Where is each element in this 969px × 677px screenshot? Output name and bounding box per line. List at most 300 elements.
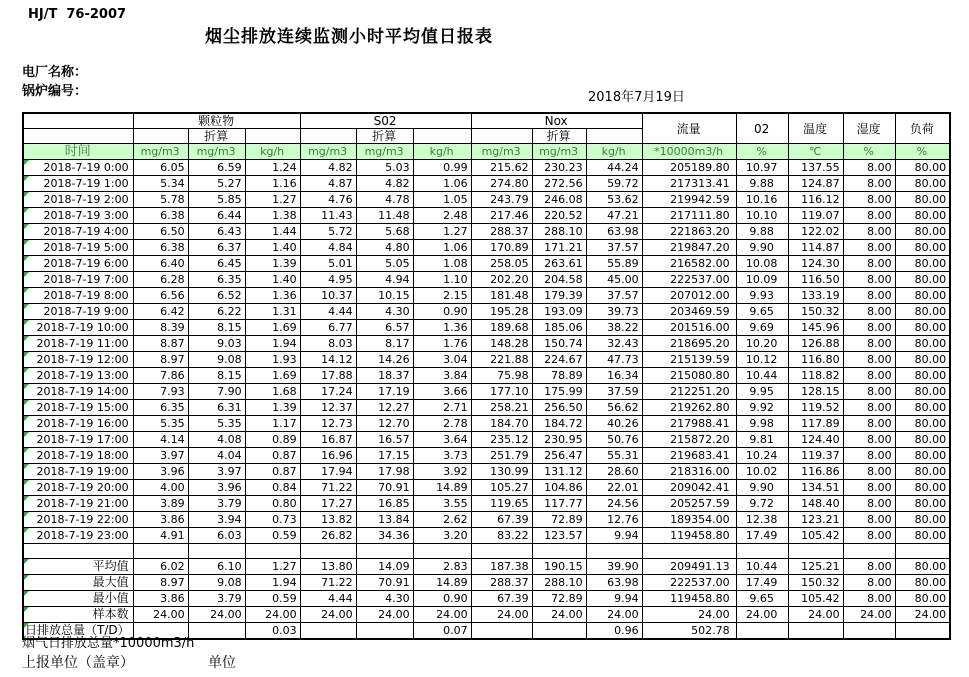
value-cell: 9.72 — [736, 496, 788, 512]
value-cell: 215872.20 — [642, 432, 736, 448]
time-cell: 2018-7-19 21:00 — [23, 496, 133, 512]
empty-subheader — [471, 129, 532, 144]
table-row — [23, 528, 950, 544]
col-humidity: 湿度 — [843, 113, 895, 144]
value-cell: 9.95 — [736, 384, 788, 400]
value-cell: 75.98 — [471, 368, 532, 384]
converted-subheader: 折算 — [532, 129, 586, 144]
value-cell: 6.56 — [133, 288, 188, 304]
value-cell: 3.89 — [133, 496, 188, 512]
value-cell — [532, 623, 586, 640]
value-cell: 16.96 — [300, 448, 356, 464]
value-cell: 2.83 — [413, 559, 471, 575]
value-cell: 5.78 — [133, 192, 188, 208]
spacer-cell — [245, 544, 300, 559]
value-cell: 8.15 — [188, 368, 245, 384]
value-cell: 67.39 — [471, 591, 532, 607]
value-cell: 6.38 — [133, 240, 188, 256]
value-cell: 4.91 — [133, 528, 188, 544]
value-cell: 1.36 — [245, 288, 300, 304]
value-cell: 218695.20 — [642, 336, 736, 352]
value-cell: 4.84 — [300, 240, 356, 256]
time-cell: 2018-7-19 8:00 — [23, 288, 133, 304]
value-cell: 12.76 — [586, 512, 642, 528]
value-cell: 4.87 — [300, 176, 356, 192]
value-cell: 8.39 — [133, 320, 188, 336]
value-cell: 8.00 — [843, 240, 895, 256]
value-cell: 217.46 — [471, 208, 532, 224]
value-cell: 10.02 — [736, 464, 788, 480]
value-cell: 131.12 — [532, 464, 586, 480]
value-cell: 6.59 — [188, 160, 245, 176]
value-cell: 10.09 — [736, 272, 788, 288]
value-cell: 0.99 — [413, 160, 471, 176]
value-cell: 212251.20 — [642, 384, 736, 400]
value-cell: 5.72 — [300, 224, 356, 240]
value-cell: 181.48 — [471, 288, 532, 304]
value-cell: 1.69 — [245, 368, 300, 384]
value-cell: 3.97 — [133, 448, 188, 464]
cell-corner-flag-icon — [24, 208, 29, 213]
value-cell: 1.27 — [245, 559, 300, 575]
value-cell: 217988.41 — [642, 416, 736, 432]
value-cell: 1.94 — [245, 336, 300, 352]
value-cell: 14.12 — [300, 352, 356, 368]
value-cell: 1.06 — [413, 176, 471, 192]
value-cell: 5.85 — [188, 192, 245, 208]
summary-label-cell: 平均值 — [23, 559, 133, 575]
value-cell: 1.76 — [413, 336, 471, 352]
table-row — [23, 368, 950, 384]
value-cell: 148.28 — [471, 336, 532, 352]
value-cell: 1.10 — [413, 272, 471, 288]
cell-corner-flag-icon — [24, 256, 29, 261]
value-cell: 4.30 — [356, 591, 413, 607]
time-cell: 2018-7-19 6:00 — [23, 256, 133, 272]
value-cell: 44.24 — [586, 160, 642, 176]
value-cell: 0.87 — [245, 448, 300, 464]
time-cell: 2018-7-19 2:00 — [23, 192, 133, 208]
value-cell: 63.98 — [586, 224, 642, 240]
unit-cell: % — [843, 144, 895, 160]
value-cell: 16.34 — [586, 368, 642, 384]
table-row — [23, 432, 950, 448]
value-cell: 288.10 — [532, 575, 586, 591]
cell-corner-flag-icon — [24, 176, 29, 181]
spacer-cell — [736, 544, 788, 559]
value-cell: 1.05 — [413, 192, 471, 208]
value-cell: 230.95 — [532, 432, 586, 448]
unit-cell: kg/h — [413, 144, 471, 160]
value-cell: 0.89 — [245, 432, 300, 448]
value-cell: 80.00 — [895, 591, 950, 607]
value-cell: 184.72 — [532, 416, 586, 432]
cell-corner-flag-icon — [24, 384, 29, 389]
spacer-cell — [788, 544, 843, 559]
cell-corner-flag-icon — [24, 304, 29, 309]
table-row — [23, 160, 950, 176]
value-cell: 114.87 — [788, 240, 843, 256]
value-cell: 1.69 — [245, 320, 300, 336]
value-cell: 8.00 — [843, 288, 895, 304]
spacer-cell — [188, 544, 245, 559]
time-cell: 2018-7-19 14:00 — [23, 384, 133, 400]
value-cell: 16.87 — [300, 432, 356, 448]
value-cell: 13.84 — [356, 512, 413, 528]
value-cell: 105.42 — [788, 528, 843, 544]
value-cell: 221863.20 — [642, 224, 736, 240]
unit-cell: mg/m3 — [133, 144, 188, 160]
unit-cell: mg/m3 — [356, 144, 413, 160]
time-cell: 2018-7-19 16:00 — [23, 416, 133, 432]
value-cell: 177.10 — [471, 384, 532, 400]
value-cell: 5.68 — [356, 224, 413, 240]
unit-cell: kg/h — [245, 144, 300, 160]
value-cell: 7.90 — [188, 384, 245, 400]
value-cell: 13.82 — [300, 512, 356, 528]
value-cell: 9.65 — [736, 304, 788, 320]
value-cell: 24.00 — [471, 607, 532, 623]
converted-subheader: 折算 — [188, 129, 245, 144]
value-cell: 189.68 — [471, 320, 532, 336]
value-cell: 3.66 — [413, 384, 471, 400]
value-cell: 193.09 — [532, 304, 586, 320]
value-cell: 10.15 — [356, 288, 413, 304]
value-cell: 207012.00 — [642, 288, 736, 304]
value-cell: 56.62 — [586, 400, 642, 416]
value-cell: 26.82 — [300, 528, 356, 544]
cell-corner-flag-icon — [24, 224, 29, 229]
value-cell: 8.00 — [843, 224, 895, 240]
value-cell: 32.43 — [586, 336, 642, 352]
spacer-cell — [586, 544, 642, 559]
value-cell: 6.22 — [188, 304, 245, 320]
cell-corner-flag-icon — [24, 607, 29, 612]
value-cell: 179.39 — [532, 288, 586, 304]
value-cell: 14.89 — [413, 480, 471, 496]
value-cell: 16.85 — [356, 496, 413, 512]
value-cell: 4.44 — [300, 591, 356, 607]
value-cell: 195.28 — [471, 304, 532, 320]
value-cell: 134.51 — [788, 480, 843, 496]
unit-cell: % — [895, 144, 950, 160]
spacer-cell — [471, 544, 532, 559]
value-cell: 4.14 — [133, 432, 188, 448]
value-cell — [471, 623, 532, 640]
value-cell: 105.27 — [471, 480, 532, 496]
value-cell: 4.82 — [356, 176, 413, 192]
table-row — [23, 113, 950, 129]
value-cell: 235.12 — [471, 432, 532, 448]
value-cell: 145.96 — [788, 320, 843, 336]
value-cell: 80.00 — [895, 528, 950, 544]
value-cell: 1.94 — [245, 575, 300, 591]
time-cell: 2018-7-19 0:00 — [23, 160, 133, 176]
value-cell: 80.00 — [895, 320, 950, 336]
value-cell: 209042.41 — [642, 480, 736, 496]
value-cell: 6.35 — [133, 400, 188, 416]
value-cell: 4.00 — [133, 480, 188, 496]
summary-label-cell: 最大值 — [23, 575, 133, 591]
value-cell: 24.00 — [586, 607, 642, 623]
value-cell: 185.06 — [532, 320, 586, 336]
value-cell: 24.00 — [895, 607, 950, 623]
value-cell — [736, 623, 788, 640]
value-cell: 2.48 — [413, 208, 471, 224]
col-temperature: 温度 — [788, 113, 843, 144]
value-cell: 5.05 — [356, 256, 413, 272]
value-cell: 8.00 — [843, 480, 895, 496]
value-cell: 40.26 — [586, 416, 642, 432]
value-cell: 216582.00 — [642, 256, 736, 272]
value-cell: 6.35 — [188, 272, 245, 288]
value-cell: 8.17 — [356, 336, 413, 352]
value-cell: 0.84 — [245, 480, 300, 496]
unit-cell: mg/m3 — [188, 144, 245, 160]
value-cell: 6.38 — [133, 208, 188, 224]
value-cell: 8.87 — [133, 336, 188, 352]
summary-label-cell: 最小值 — [23, 591, 133, 607]
value-cell: 119.07 — [788, 208, 843, 224]
value-cell: 243.79 — [471, 192, 532, 208]
value-cell: 6.50 — [133, 224, 188, 240]
report-table — [22, 112, 951, 640]
value-cell: 80.00 — [895, 208, 950, 224]
value-cell: 6.77 — [300, 320, 356, 336]
value-cell: 71.22 — [300, 575, 356, 591]
value-cell: 1.40 — [245, 272, 300, 288]
time-cell: 2018-7-19 7:00 — [23, 272, 133, 288]
value-cell: 37.59 — [586, 384, 642, 400]
value-cell: 150.32 — [788, 575, 843, 591]
value-cell: 9.08 — [188, 352, 245, 368]
value-cell: 8.00 — [843, 176, 895, 192]
value-cell: 215139.59 — [642, 352, 736, 368]
empty-subheader — [586, 129, 642, 144]
value-cell: 80.00 — [895, 496, 950, 512]
value-cell: 6.37 — [188, 240, 245, 256]
value-cell — [895, 623, 950, 640]
value-cell: 6.28 — [133, 272, 188, 288]
value-cell: 8.00 — [843, 496, 895, 512]
value-cell: 17.49 — [736, 575, 788, 591]
value-cell — [356, 623, 413, 640]
value-cell: 6.05 — [133, 160, 188, 176]
cell-corner-flag-icon — [24, 320, 29, 325]
value-cell: 6.44 — [188, 208, 245, 224]
value-cell: 201516.00 — [642, 320, 736, 336]
value-cell: 256.47 — [532, 448, 586, 464]
value-cell: 217313.41 — [642, 176, 736, 192]
value-cell: 12.73 — [300, 416, 356, 432]
value-cell: 10.08 — [736, 256, 788, 272]
time-cell: 2018-7-19 18:00 — [23, 448, 133, 464]
table-row — [23, 208, 950, 224]
value-cell: 17.24 — [300, 384, 356, 400]
flue-gas-daily-total-note: 烟气日排放总量*10000m3/h — [22, 636, 195, 651]
value-cell: 251.79 — [471, 448, 532, 464]
cell-corner-flag-icon — [24, 240, 29, 245]
table-row — [23, 224, 950, 240]
value-cell: 272.56 — [532, 176, 586, 192]
value-cell: 119.65 — [471, 496, 532, 512]
value-cell: 80.00 — [895, 272, 950, 288]
value-cell: 1.27 — [245, 192, 300, 208]
value-cell: 258.21 — [471, 400, 532, 416]
value-cell: 67.39 — [471, 512, 532, 528]
time-cell: 2018-7-19 12:00 — [23, 352, 133, 368]
value-cell: 9.92 — [736, 400, 788, 416]
value-cell: 119458.80 — [642, 528, 736, 544]
value-cell: 2.15 — [413, 288, 471, 304]
value-cell: 8.00 — [843, 559, 895, 575]
value-cell: 10.37 — [300, 288, 356, 304]
value-cell: 8.00 — [843, 192, 895, 208]
value-cell: 80.00 — [895, 464, 950, 480]
value-cell: 37.57 — [586, 240, 642, 256]
value-cell: 217111.80 — [642, 208, 736, 224]
value-cell: 148.40 — [788, 496, 843, 512]
value-cell: 224.67 — [532, 352, 586, 368]
value-cell: 9.08 — [188, 575, 245, 591]
cell-corner-flag-icon — [24, 432, 29, 437]
value-cell: 71.22 — [300, 480, 356, 496]
value-cell: 5.27 — [188, 176, 245, 192]
table-row — [23, 384, 950, 400]
unit-cell: mg/m3 — [471, 144, 532, 160]
value-cell: 24.00 — [736, 607, 788, 623]
value-cell: 17.88 — [300, 368, 356, 384]
value-cell: 8.00 — [843, 575, 895, 591]
value-cell: 187.38 — [471, 559, 532, 575]
value-cell: 3.55 — [413, 496, 471, 512]
value-cell: 1.44 — [245, 224, 300, 240]
value-cell: 72.89 — [532, 512, 586, 528]
empty-subheader — [245, 129, 300, 144]
cell-corner-flag-icon — [24, 416, 29, 421]
time-cell: 2018-7-19 19:00 — [23, 464, 133, 480]
value-cell: 6.02 — [133, 559, 188, 575]
unit-cell: mg/m3 — [532, 144, 586, 160]
value-cell: 0.90 — [413, 304, 471, 320]
value-cell: 6.40 — [133, 256, 188, 272]
value-cell: 5.03 — [356, 160, 413, 176]
value-cell: 17.98 — [356, 464, 413, 480]
value-cell: 12.38 — [736, 512, 788, 528]
col-load: 负荷 — [895, 113, 950, 144]
value-cell: 8.00 — [843, 304, 895, 320]
value-cell: 6.42 — [133, 304, 188, 320]
value-cell: 55.31 — [586, 448, 642, 464]
cell-corner-flag-icon — [24, 559, 29, 564]
value-cell: 222537.00 — [642, 272, 736, 288]
reporting-unit-label: 上报单位（盖章） — [22, 655, 134, 671]
value-cell: 222537.00 — [642, 575, 736, 591]
value-cell: 10.20 — [736, 336, 788, 352]
value-cell: 80.00 — [895, 336, 950, 352]
table-row — [23, 607, 950, 623]
value-cell: 1.36 — [413, 320, 471, 336]
value-cell: 9.81 — [736, 432, 788, 448]
value-cell: 104.86 — [532, 480, 586, 496]
value-cell: 9.94 — [586, 528, 642, 544]
time-cell: 2018-7-19 10:00 — [23, 320, 133, 336]
time-cell: 2018-7-19 1:00 — [23, 176, 133, 192]
value-cell: 63.98 — [586, 575, 642, 591]
value-cell: 0.87 — [245, 464, 300, 480]
value-cell: 9.98 — [736, 416, 788, 432]
empty-subheader — [133, 129, 188, 144]
table-row — [23, 480, 950, 496]
value-cell: 6.57 — [356, 320, 413, 336]
value-cell: 128.15 — [788, 384, 843, 400]
value-cell: 8.15 — [188, 320, 245, 336]
value-cell: 6.52 — [188, 288, 245, 304]
value-cell: 80.00 — [895, 224, 950, 240]
value-cell: 12.37 — [300, 400, 356, 416]
value-cell: 1.06 — [413, 240, 471, 256]
value-cell: 8.00 — [843, 448, 895, 464]
value-cell: 8.00 — [843, 368, 895, 384]
value-cell: 13.80 — [300, 559, 356, 575]
time-cell: 2018-7-19 15:00 — [23, 400, 133, 416]
value-cell: 184.70 — [471, 416, 532, 432]
value-cell: 202.20 — [471, 272, 532, 288]
value-cell: 3.92 — [413, 464, 471, 480]
value-cell: 78.89 — [532, 368, 586, 384]
value-cell: 119458.80 — [642, 591, 736, 607]
value-cell: 6.45 — [188, 256, 245, 272]
value-cell: 34.36 — [356, 528, 413, 544]
unit-cell: % — [736, 144, 788, 160]
table-row — [23, 272, 950, 288]
value-cell: 190.15 — [532, 559, 586, 575]
value-cell: 10.24 — [736, 448, 788, 464]
value-cell: 17.19 — [356, 384, 413, 400]
value-cell — [300, 623, 356, 640]
unit-label: 单位 — [208, 655, 236, 671]
value-cell: 10.44 — [736, 559, 788, 575]
value-cell: 8.00 — [843, 464, 895, 480]
table-row — [23, 176, 950, 192]
time-cell: 2018-7-19 23:00 — [23, 528, 133, 544]
daily-total-label-cell: 日排放总量（T/D） — [23, 623, 133, 640]
value-cell: 8.00 — [843, 320, 895, 336]
value-cell: 8.00 — [843, 336, 895, 352]
col-o2: 02 — [736, 113, 788, 144]
value-cell: 80.00 — [895, 575, 950, 591]
time-cell: 2018-7-19 4:00 — [23, 224, 133, 240]
value-cell: 502.78 — [642, 623, 736, 640]
value-cell: 0.59 — [245, 528, 300, 544]
value-cell: 119.37 — [788, 448, 843, 464]
value-cell: 5.35 — [188, 416, 245, 432]
time-cell: 2018-7-19 9:00 — [23, 304, 133, 320]
value-cell: 80.00 — [895, 432, 950, 448]
value-cell: 116.86 — [788, 464, 843, 480]
cell-corner-flag-icon — [24, 496, 29, 501]
value-cell: 80.00 — [895, 480, 950, 496]
value-cell: 4.08 — [188, 432, 245, 448]
value-cell: 50.76 — [586, 432, 642, 448]
value-cell: 9.90 — [736, 480, 788, 496]
value-cell: 1.16 — [245, 176, 300, 192]
value-cell: 17.15 — [356, 448, 413, 464]
value-cell: 55.89 — [586, 256, 642, 272]
value-cell: 24.00 — [356, 607, 413, 623]
value-cell: 8.03 — [300, 336, 356, 352]
value-cell: 219262.80 — [642, 400, 736, 416]
